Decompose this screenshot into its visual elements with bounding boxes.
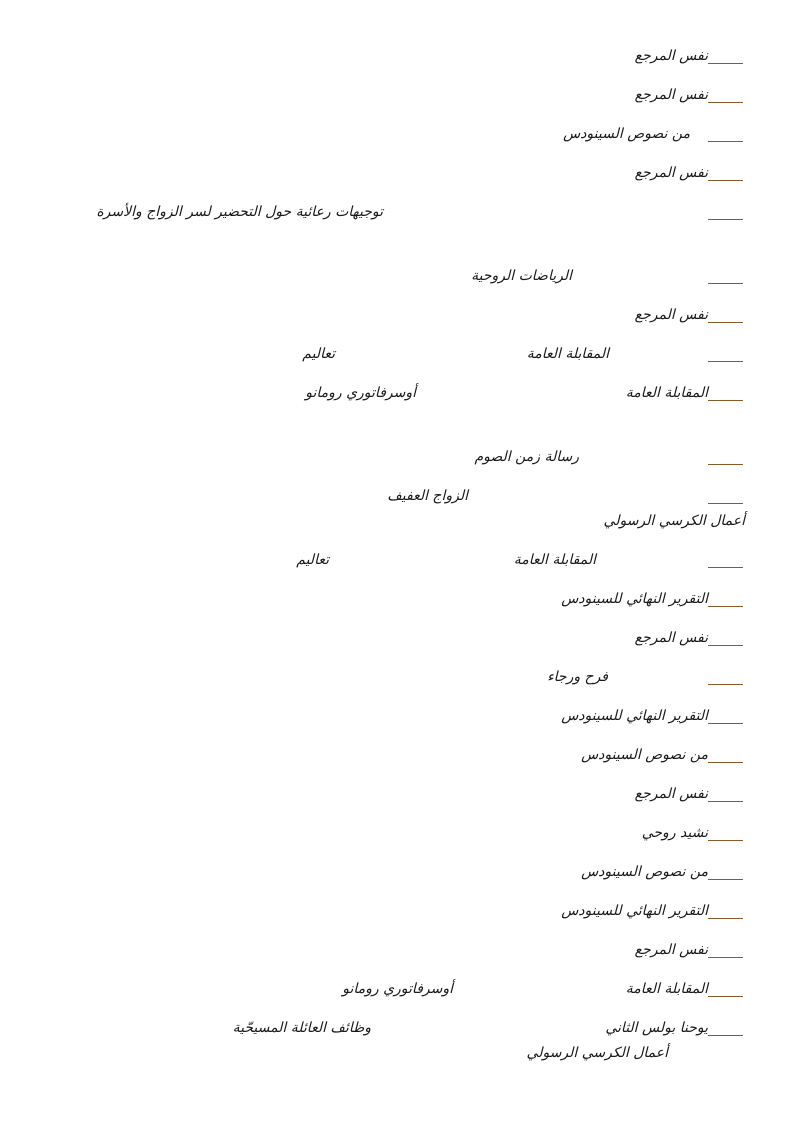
footnote-synod-final-report: التقرير النهائي للسينودس [561, 708, 708, 724]
footnote-same-ref: نفس المرجع [634, 786, 708, 802]
footnote-apostolic-see-acts: أعمال الكرسي الرسولي [526, 1045, 668, 1061]
footnote-general-audience: المقابلة العامة [513, 552, 596, 568]
footnote-rule [708, 879, 743, 880]
footnote-rule [708, 996, 743, 997]
footnote-rule [708, 102, 743, 103]
footnote-rule [708, 63, 743, 64]
footnote-rule [708, 840, 743, 841]
footnote-synod-texts: من نصوص السينودس [581, 864, 708, 880]
footnote-synod-final-report: التقرير النهائي للسينودس [561, 591, 708, 607]
footnote-family-functions: وظائف العائلة المسيحّية [232, 1020, 371, 1036]
footnote-rule [708, 762, 743, 763]
footnote-teachings: تعاليم [296, 552, 329, 568]
footnote-rule [708, 1035, 743, 1036]
footnote-pastoral-guidelines: توجيهات رعائية حول التحضير لسر الزواج والأسرة [96, 204, 383, 220]
footnote-rule [708, 918, 743, 919]
footnote-osservatore: أوسرفاتوري رومانو [342, 981, 453, 997]
footnote-synod-texts: من نصوص السينودس [581, 747, 708, 763]
footnote-apostolic-see-acts: أعمال الكرسي الرسولي [603, 513, 745, 529]
footnote-same-ref: نفس المرجع [634, 307, 708, 323]
footnote-rule [708, 219, 743, 220]
footnote-spiritual-exercises: الرياضات الروحية [471, 268, 572, 284]
footnote-joy-hope: فرح ورجاء [547, 669, 608, 685]
footnote-same-ref: نفس المرجع [634, 942, 708, 958]
footnote-rule [708, 723, 743, 724]
footnote-rule [708, 567, 743, 568]
footnote-same-ref: نفس المرجع [634, 630, 708, 646]
footnote-rule [708, 645, 743, 646]
footnote-rule [708, 400, 743, 401]
footnote-rule [708, 684, 743, 685]
footnote-rule [708, 180, 743, 181]
footnote-same-ref: نفس المرجع [634, 87, 708, 103]
footnote-rule [708, 361, 743, 362]
footnote-rule [708, 141, 743, 142]
footnote-lent-message: رسالة زمن الصوم [474, 449, 579, 465]
footnote-rule [708, 606, 743, 607]
footnote-rule [708, 957, 743, 958]
footnote-same-ref: نفس المرجع [634, 165, 708, 181]
footnote-chaste-marriage: الزواج العفيف [387, 488, 468, 504]
footnote-spiritual-hymn: نشيد روحي [641, 825, 708, 841]
footnote-general-audience: المقابلة العامة [625, 385, 708, 401]
footnote-rule [708, 801, 743, 802]
footnote-rule [708, 283, 743, 284]
footnote-same-ref: نفس المرجع [634, 48, 708, 64]
footnote-rule [708, 503, 743, 504]
footnote-rule [708, 464, 743, 465]
footnote-osservatore: أوسرفاتوري رومانو [305, 385, 416, 401]
footnote-general-audience: المقابلة العامة [526, 346, 609, 362]
footnote-synod-final-report: التقرير النهائي للسينودس [561, 903, 708, 919]
footnote-general-audience: المقابلة العامة [625, 981, 708, 997]
footnote-synod-texts: من نصوص السينودس [563, 126, 690, 142]
footnote-rule [708, 322, 743, 323]
footnote-john-paul-ii: يوحنا بولس الثاني [605, 1020, 708, 1036]
footnote-teachings: تعاليم [302, 346, 335, 362]
